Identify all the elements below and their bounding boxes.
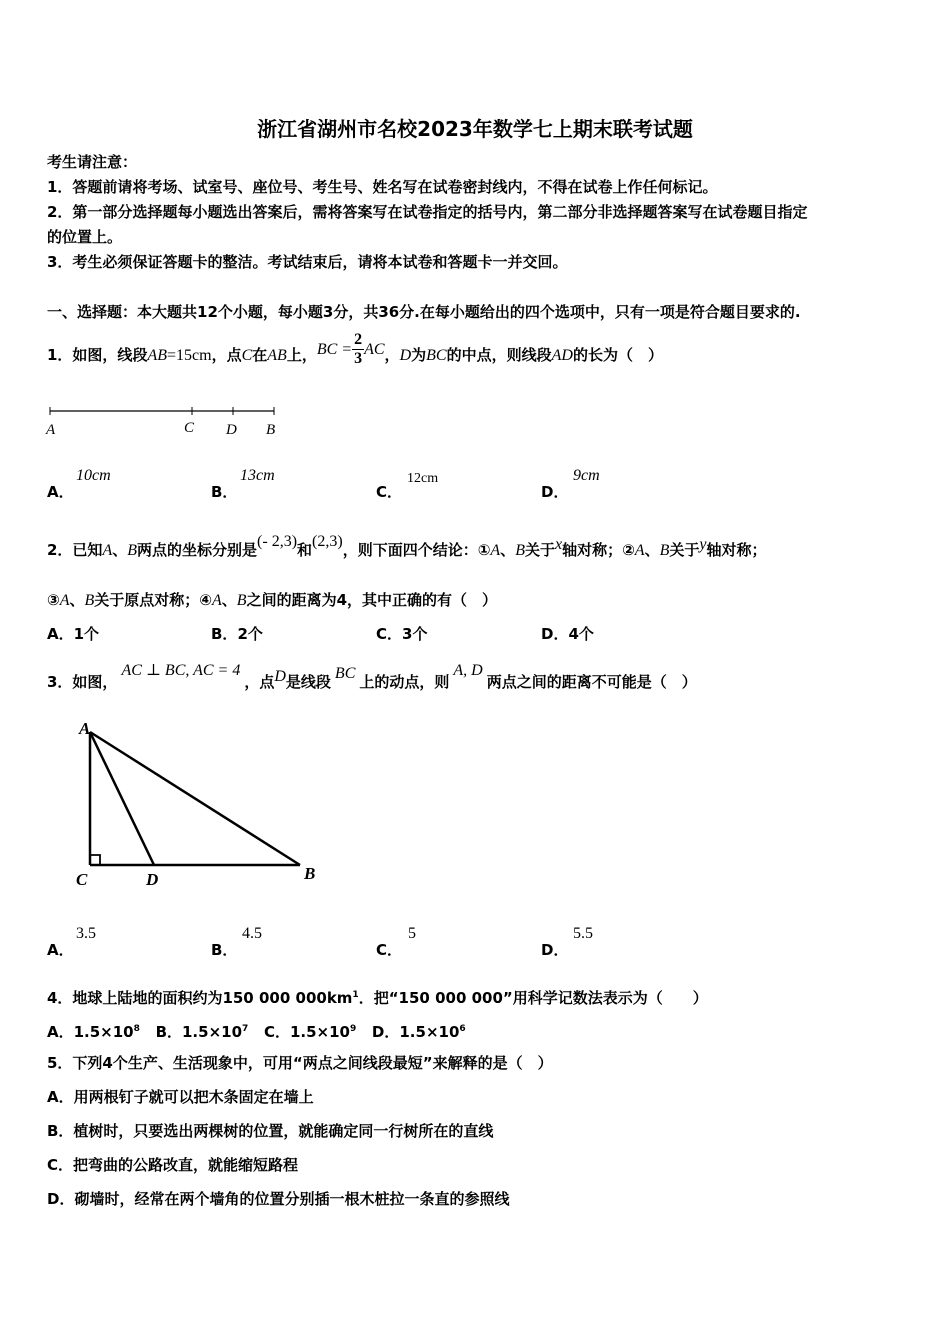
q1-option-c-letter: C． xyxy=(376,483,403,501)
q3-option-a-value: 3.5 xyxy=(76,925,96,942)
option-letter: A． xyxy=(47,1023,74,1041)
q1-text: 1．如图，线段 xyxy=(47,346,148,364)
q2-a: A xyxy=(634,542,645,559)
option-letter: A． xyxy=(47,625,74,643)
point-label-d: D xyxy=(146,870,159,889)
notice-heading: 考生请注意： xyxy=(47,153,138,171)
point-label-a: A xyxy=(79,719,91,738)
q2-option-a xyxy=(47,624,99,644)
option-exponent: 9 xyxy=(349,1024,357,1034)
point-label-b: B xyxy=(304,864,316,883)
q1-ab-eq: AB xyxy=(147,347,167,364)
q1-option-a-letter: A． xyxy=(47,483,74,501)
q2-b: B xyxy=(659,542,670,559)
q2-text: 之间的距离为4，其中正确的有（ ） xyxy=(246,591,498,609)
q3-option-d-letter: D． xyxy=(541,941,569,959)
point-label-b: B xyxy=(266,422,276,438)
question-2-stem xyxy=(47,528,767,573)
q3-text: ，点 xyxy=(244,673,275,691)
q3-d: D xyxy=(274,668,286,685)
q2-sep: 、 xyxy=(644,541,660,559)
q1-option-d-value: 9cm xyxy=(573,467,600,484)
q1-frac-num: 2 xyxy=(354,331,363,348)
q1-text: ，点 xyxy=(211,346,242,364)
q1-text: 在 xyxy=(252,346,268,364)
q5-option-b: B．植树时，只要选出两棵树的位置，就能确定同一行树所在的直线 xyxy=(47,1122,494,1140)
q1-option-c-value: 12cm xyxy=(407,471,439,486)
q1-eq-val: =15cm xyxy=(167,347,212,364)
q4-option-c xyxy=(264,1023,356,1041)
q3-bc: BC xyxy=(334,665,356,682)
q1-frac-den: 3 xyxy=(354,350,363,367)
q3-option-c-value: 5 xyxy=(408,925,416,942)
q1-segment-figure xyxy=(44,402,284,442)
q1-text: 为 xyxy=(411,346,427,364)
q2-sep: 、 xyxy=(112,541,128,559)
option-base: 1.5×10 xyxy=(399,1023,460,1041)
option-value: 4个 xyxy=(568,625,594,643)
q1-option-d-letter: D． xyxy=(541,483,569,501)
q2-text: 2．已知 xyxy=(47,541,103,559)
option-letter: B． xyxy=(211,625,238,643)
q2-a: A xyxy=(211,592,222,609)
q2-coord1: (- 2,3) xyxy=(257,533,298,550)
q3-text: 是线段 xyxy=(285,673,331,691)
q1-bc: BC xyxy=(426,347,447,364)
right-angle-mark xyxy=(90,855,100,865)
q2-text: 关于 xyxy=(524,541,555,559)
q2-text: 关于原点对称；④ xyxy=(94,591,212,609)
q4-option-b xyxy=(156,1023,249,1041)
q2-option-c xyxy=(376,624,427,644)
q2-and: 和 xyxy=(297,541,313,559)
question-5-stem: 5．下列4个生产、生活现象中，可用“两点之间线段最短”来解释的是（ ） xyxy=(47,1054,553,1072)
q1-text: 的中点，则线段 xyxy=(446,346,552,364)
q2-sep: 、 xyxy=(69,591,85,609)
q1-text: ， xyxy=(384,346,400,364)
q1-option-b-letter: B． xyxy=(211,483,238,501)
option-letter: C． xyxy=(376,625,403,643)
q2-coord2: (2,3) xyxy=(312,533,343,550)
q2-text: 轴对称； xyxy=(706,541,767,559)
option-letter: C． xyxy=(263,1023,290,1041)
q1-c: C xyxy=(241,347,253,364)
question-3-stem xyxy=(47,660,697,705)
q2-a: A xyxy=(102,542,113,559)
q1-fraction xyxy=(352,331,364,368)
question-2-stem-line2 xyxy=(47,590,497,611)
q2-y: y xyxy=(699,536,707,553)
point-label-d: D xyxy=(226,422,237,438)
q3-option-b-value: 4.5 xyxy=(242,925,262,942)
q2-option-d xyxy=(541,624,594,644)
option-base: 1.5×10 xyxy=(73,1023,134,1041)
notice-item: 的位置上。 xyxy=(47,228,123,246)
page-title: 浙江省湖州市名校2023年数学七上期末联考试题 xyxy=(257,117,693,141)
q1-bc-lhs: BC = xyxy=(316,341,353,358)
q5-option-d: D．砌墙时，经常在两个墙角的位置分别插一根木桩拉一条直的参照线 xyxy=(47,1190,510,1208)
q3-option-b-letter: B． xyxy=(211,941,238,959)
q3-option-a-letter: A． xyxy=(47,941,74,959)
q2-text: ，则下面四个结论：① xyxy=(342,541,491,559)
q2-text: ③ xyxy=(47,591,60,609)
q2-b: B xyxy=(515,542,525,559)
option-base: 1.5×10 xyxy=(182,1023,243,1041)
q3-text: 两点之间的距离不可能是（ ） xyxy=(486,673,697,691)
question-4-stem xyxy=(47,985,708,1008)
q2-option-b xyxy=(211,624,263,644)
q1-text: 上， xyxy=(286,346,317,364)
q1-d: D xyxy=(399,347,412,364)
q1-ad: AD xyxy=(551,347,573,364)
q1-option-a-value: 10cm xyxy=(76,467,111,484)
q2-b: B xyxy=(127,542,138,559)
q2-a: A xyxy=(490,542,501,559)
q4-options xyxy=(47,1019,466,1042)
q4-option-a xyxy=(47,1023,140,1041)
q4-text: 4．地球上陆地的面积约为150 000 000km xyxy=(47,989,353,1007)
q1-ac: AC xyxy=(364,341,385,358)
q1-option-b-value: 13cm xyxy=(240,467,275,484)
q2-sep: 、 xyxy=(500,541,516,559)
option-exponent: 8 xyxy=(133,1024,140,1034)
q1-text: 的长为（ ） xyxy=(572,346,663,364)
option-exponent: 7 xyxy=(242,1024,249,1034)
q3-condition: AC ⊥ BC, AC = 4 xyxy=(121,662,241,679)
q3-triangle-figure xyxy=(70,715,330,895)
q2-sep: 、 xyxy=(221,591,237,609)
q2-b: B xyxy=(236,592,247,609)
q3-option-c-letter: C． xyxy=(376,941,403,959)
notice-item: 3．考生必须保证答题卡的整洁。考试结束后，请将本试卷和答题卡一并交回。 xyxy=(47,253,568,271)
q4-option-d xyxy=(372,1023,466,1041)
q2-text: 关于 xyxy=(669,541,700,559)
q4-superscript: 1 xyxy=(352,990,359,1000)
option-letter: D． xyxy=(541,625,569,643)
option-base: 1.5×10 xyxy=(289,1023,350,1041)
notice-item: 1．答题前请将考场、试室号、座位号、考生号、姓名写在试卷密封线内，不得在试卷上作任何标记。 xyxy=(47,178,718,196)
option-value: 2个 xyxy=(237,625,263,643)
section-heading: 一、选择题：本大题共12个小题，每小题3分，共36分.在每小题给出的四个选项中，只有一项是符合题目要求的. xyxy=(47,303,801,321)
point-label-a: A xyxy=(46,422,56,438)
option-value: 3个 xyxy=(402,625,428,643)
q2-b: B xyxy=(84,592,95,609)
question-1-stem xyxy=(47,333,663,378)
q5-option-c: C．把弯曲的公路改直，就能缩短路程 xyxy=(47,1156,299,1174)
q3-text: 3．如图， xyxy=(47,673,118,691)
option-value: 1个 xyxy=(73,625,100,643)
option-letter: D． xyxy=(371,1023,400,1041)
q1-ab: AB xyxy=(267,347,287,364)
notice-item: 2．第一部分选择题每小题选出答案后，需将答案写在试卷指定的括号内，第二部分非选择题答案写在试卷题目指定 xyxy=(47,203,808,221)
q2-text: 轴对称；② xyxy=(562,541,635,559)
point-label-c: C xyxy=(184,420,195,436)
q2-text: 两点的坐标分别是 xyxy=(137,541,258,559)
q3-option-d-value: 5.5 xyxy=(573,925,593,942)
q2-x: x xyxy=(554,536,563,553)
option-letter: B． xyxy=(155,1023,182,1041)
point-label-c: C xyxy=(76,870,88,889)
option-exponent: 6 xyxy=(459,1024,466,1034)
q3-text: 上的动点，则 xyxy=(359,673,450,691)
q2-a: A xyxy=(59,592,70,609)
q4-text: ．把“150 000 000”用科学记数法表示为（ ） xyxy=(358,989,708,1007)
q3-ad: A, D xyxy=(453,662,483,679)
q5-option-a: A．用两根钉子就可以把木条固定在墙上 xyxy=(47,1088,314,1106)
